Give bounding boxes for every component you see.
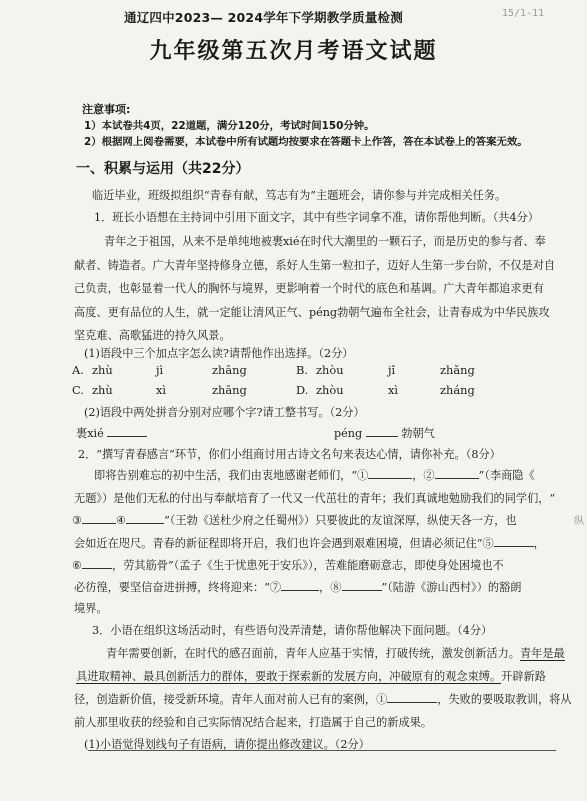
underlined-sentence: 青年是最 [519, 647, 565, 660]
question-2-stem: 2．“撰写青春感言”环节，你们小组商讨用古诗文名句来表达心情，请你补充。（8分） [78, 448, 501, 461]
option-c-p2: xì [156, 383, 167, 397]
pinyin-2-tail: 勃朝气 [401, 427, 435, 440]
answer-blank [366, 427, 398, 437]
section-title: 一、积累与运用（共22分） [76, 161, 250, 177]
option-a-p3: zhāng [212, 363, 247, 377]
question-2-line: 即将告别难忘的初中生活，我们由衷地感谢老师们，“① ，② ”（李商隐《 [94, 469, 535, 482]
question-1-sub2: (2)语段中两处拼音分别对应哪个字?请工整书写。（2分） [84, 406, 365, 419]
answer-blank-6 [82, 559, 112, 569]
option-d-p1: zhòu [316, 383, 344, 397]
option-c-p3: zhāng [212, 383, 247, 397]
note-item-2: 2）根据网上阅卷需要，本试卷中所有试题均按要求在答题卡上作答，答在本试卷上的答案无效。 [84, 136, 528, 148]
answer-line [88, 750, 556, 751]
option-a-letter: A. [72, 363, 84, 377]
passage-line: 坚克难、高歌猛进的持久风景。 [74, 329, 231, 342]
question-3-passage: 青年需要创新，在时代的感召面前，青年人应基于实情，打破传统，激发创新活力。青年是最 [106, 647, 565, 660]
question-3-stem: 3．小语在组织这场活动时，有些语句没弄清楚，请你帮他解决下面问题。（4分） [92, 624, 493, 637]
question-2-line: ③ ④ ”（王勃《送杜少府之任蜀州》）只要彼此的友谊深厚，纵使天各一方，也 [72, 514, 517, 527]
passage-line: 献者、铸造者。广大青年坚持修身立德，系好人生第一粒扣子，迈好人生第一步台阶，不仅是对自 [74, 259, 556, 272]
pinyin-1-label: 裹xié [76, 427, 104, 440]
option-c-letter: C. [72, 383, 84, 397]
option-c-p1: zhù [92, 383, 113, 397]
exam-stamp: 15/1-11 [502, 8, 545, 19]
answer-blank-1 [368, 469, 412, 479]
option-b-p2: jǐ [388, 363, 396, 377]
school-exam-header: 通辽四中2023— 2024学年下学期教学质量检测 [124, 10, 403, 25]
option-a-p1: zhù [92, 363, 113, 377]
question-1-sub1: (1)语段中三个加点字怎么读?请帮他作出选择。（2分） [84, 347, 354, 360]
answer-blank-3 [82, 514, 116, 524]
question-3-passage: 前人那里收获的经验和自己实际情况结合起来，打造属于自己的新成果。 [74, 716, 433, 729]
question-2-line: ⑥ ，劳其筋骨”（孟子《生于忧患死于安乐》），苦难能磨砺意志，即使身处困境也不 [72, 559, 504, 572]
option-d-p3: zháng [440, 383, 475, 397]
section-intro: 临近毕业，班级拟组织“青春有献，笃志有为”主题班会，请你参与并完成相关任务。 [92, 189, 507, 202]
question-3-passage: 径，创造新价值，接受新环境。青年人面对前人已有的案例，① ，失败的要吸取教训，将从 [74, 693, 572, 706]
note-item-1: 1）本试卷共4页，22道题，满分120分，考试时间150分钟。 [84, 120, 375, 132]
option-b-p1: zhòu [316, 363, 344, 377]
question-3-sub1: (1)小语觉得划线句子有语病，请你提出修改建议。（2分） [84, 738, 370, 751]
pinyin-2-label: péng [334, 427, 363, 440]
option-b-letter: B. [296, 363, 308, 377]
question-1-stem: 1．班长小语想在主持词中引用下面文字，其中有些字词拿不准，请你帮他判断。（共4分） [94, 211, 539, 224]
answer-blank-8 [342, 581, 382, 591]
option-d-letter: D. [296, 383, 309, 397]
answer-blank-7 [281, 581, 319, 591]
question-2-line: 无题》）是他们无私的付出与奉献培育了一代又一代茁壮的青年；我们真诚地勉励我们的同学们，“ [74, 492, 556, 505]
question-2-line: 必彷徨，要坚信奋进拼搏，终将迎来：“⑦ ，⑧ ”（陆游《游山西村》）的豁朗 [74, 581, 522, 594]
answer-blank-2 [435, 469, 479, 479]
answer-blank-4 [126, 514, 164, 524]
page-title: 九年级第五次月考语文试题 [149, 39, 438, 64]
notes-heading: 注意事项: [82, 103, 131, 116]
pinyin-answer-2 [334, 425, 435, 441]
option-b-p3: zhǎng [440, 363, 475, 377]
question-2-line: 境界。 [74, 602, 108, 615]
answer-blank [387, 693, 437, 703]
passage-line: 青年之于祖国，从来不是单纯地被裹xié在时代大潮里的一颗石子，而是历史的参与者、奉 [104, 235, 546, 248]
answer-blank-5 [494, 537, 534, 547]
question-3-passage: 具进取精神、最具创新活力的群体，要敢于探索新的发展方向，冲破原有的观念束缚。开辟新路 [76, 670, 546, 683]
underlined-sentence: 具进取精神、最具创新活力的群体，要敢于探索新的发展方向，冲破原有的观念束缚。 [76, 670, 502, 683]
option-a-p2: jì [156, 363, 164, 377]
passage-line: 高度、更有品位的人生，就一定能让清风正气、péng勃朝气遍布全社会，让青春成为中华民族攻 [74, 306, 550, 319]
question-2-line: 会如近在咫尺。青春的新征程即将开启，我们也许会遇到艰难困境，但请必须记住“⑤ ， [74, 537, 545, 550]
pinyin-answer-1 [76, 425, 147, 441]
margin-mark: 纵 [574, 516, 584, 527]
answer-blank [107, 427, 147, 437]
option-d-p2: xì [388, 383, 399, 397]
passage-line: 己负责，也彰显着一代人的胸怀与境界，更影响着一个时代的底色和基调。广大青年都追求更有 [74, 282, 544, 295]
